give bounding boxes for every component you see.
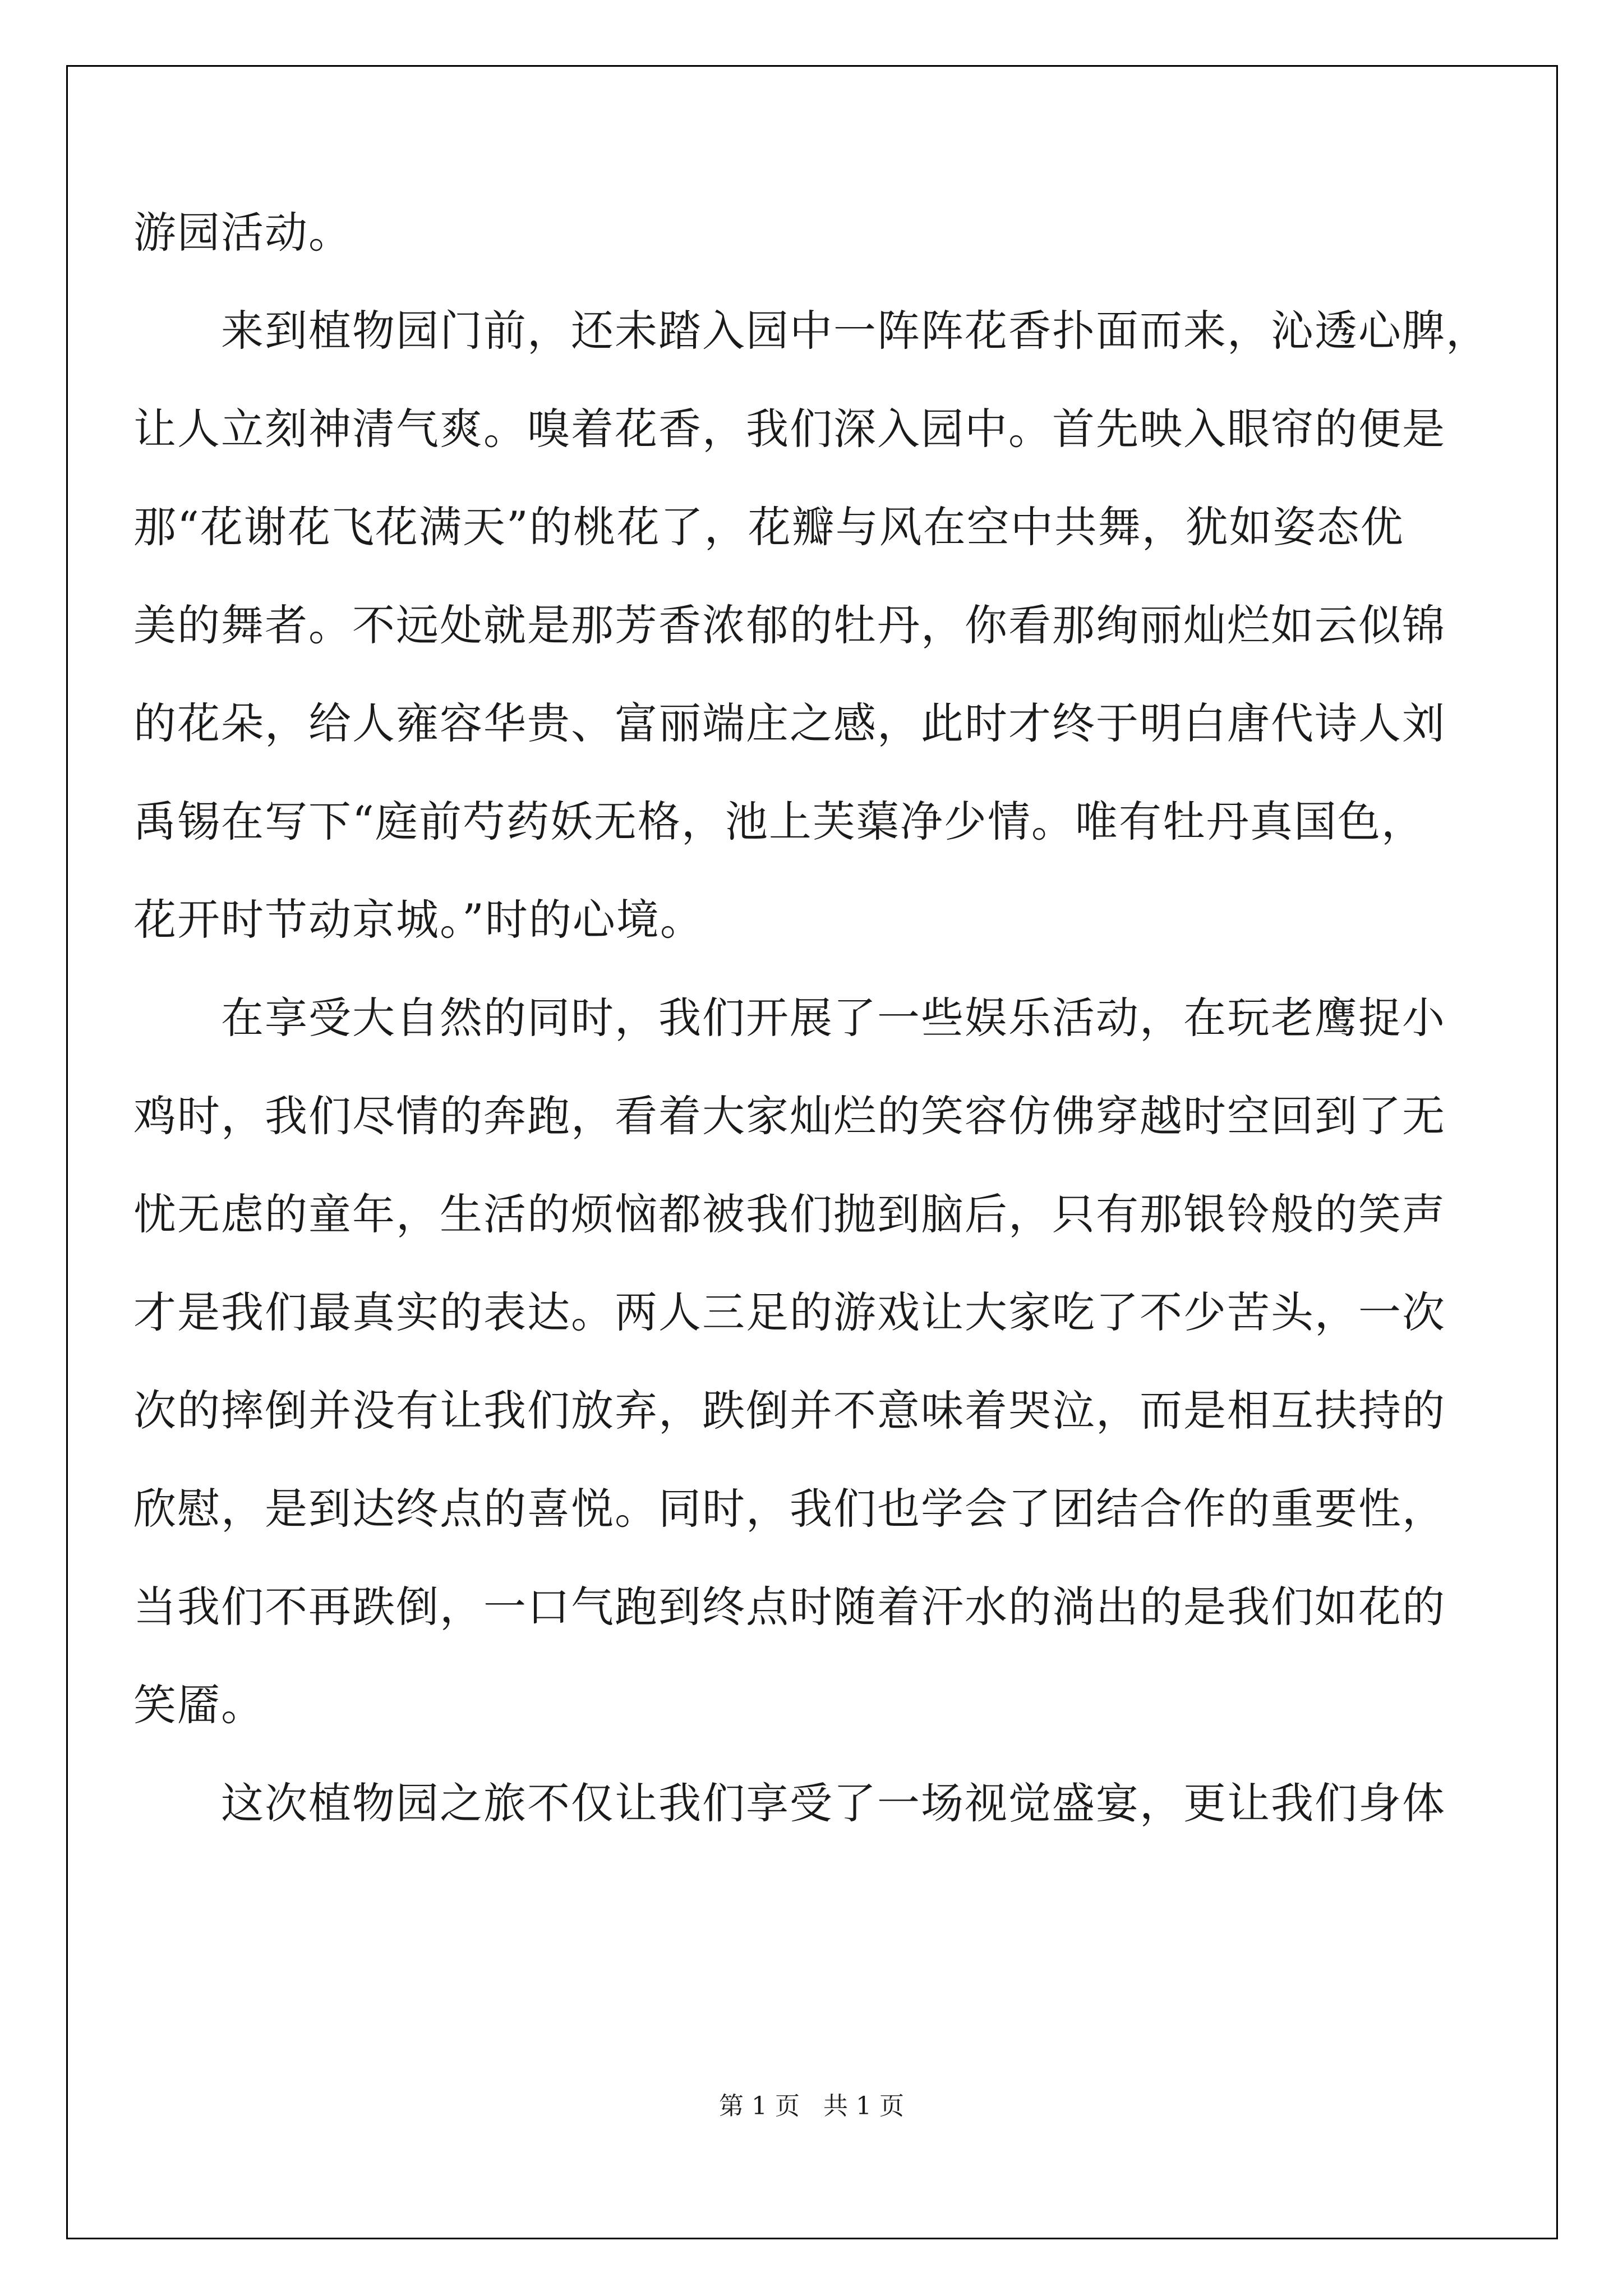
text-line: 来到植物园门前，还未踏入园中一阵阵花香扑面而来，沁透心脾， — [133, 306, 1490, 356]
text-line: 这次植物园之旅不仅让我们享受了一场视觉盛宴，更让我们身体 — [133, 1778, 1446, 1828]
text-line: 花开时节动京城。”时的心境。 — [133, 895, 704, 945]
text-line: 让人立刻神清气爽。嗅着花香，我们深入园中。首先映入眼帘的便是 — [133, 404, 1446, 454]
text-line: 当我们不再跌倒，一口气跑到终点时随着汗水的淌出的是我们如花的 — [133, 1582, 1446, 1632]
text-line: 次的摔倒并没有让我们放弃，跌倒并不意味着哭泣，而是相互扶持的 — [133, 1386, 1446, 1435]
text-line: 在享受大自然的同时，我们开展了一些娱乐活动，在玩老鹰捉小 — [133, 993, 1446, 1043]
text-line: 笑靥。 — [133, 1680, 265, 1730]
text-line: 那“花谢花飞花满天”的桃花了，花瓣与风在空中共舞，犹如姿态优 — [133, 502, 1404, 552]
text-line: 忧无虑的童年，生活的烦恼都被我们抛到脑后，只有那银铃般的笑声 — [133, 1189, 1446, 1239]
text-line: 欣慰，是到达终点的喜悦。同时，我们也学会了团结合作的重要性， — [133, 1484, 1446, 1534]
text-line: 的花朵，给人雍容华贵、富丽端庄之感，此时才终于明白唐代诗人刘 — [133, 698, 1446, 748]
text-line: 美的舞者。不远处就是那芳香浓郁的牡丹，你看那绚丽灿烂如云似锦 — [133, 600, 1446, 650]
text-line: 才是我们最真实的表达。两人三足的游戏让大家吃了不少苦头，一次 — [133, 1287, 1446, 1337]
text-line: 禹锡在写下“庭前芍药妖无格，池上芙蕖净少情。唯有牡丹真国色， — [133, 797, 1425, 846]
page-border — [66, 65, 1558, 2239]
text-line: 游园活动。 — [133, 208, 352, 257]
page-footer: 第 1 页 共 1 页 — [719, 2092, 904, 2120]
text-line: 鸡时，我们尽情的奔跑，看着大家灿烂的笑容仿佛穿越时空回到了无 — [133, 1091, 1446, 1141]
